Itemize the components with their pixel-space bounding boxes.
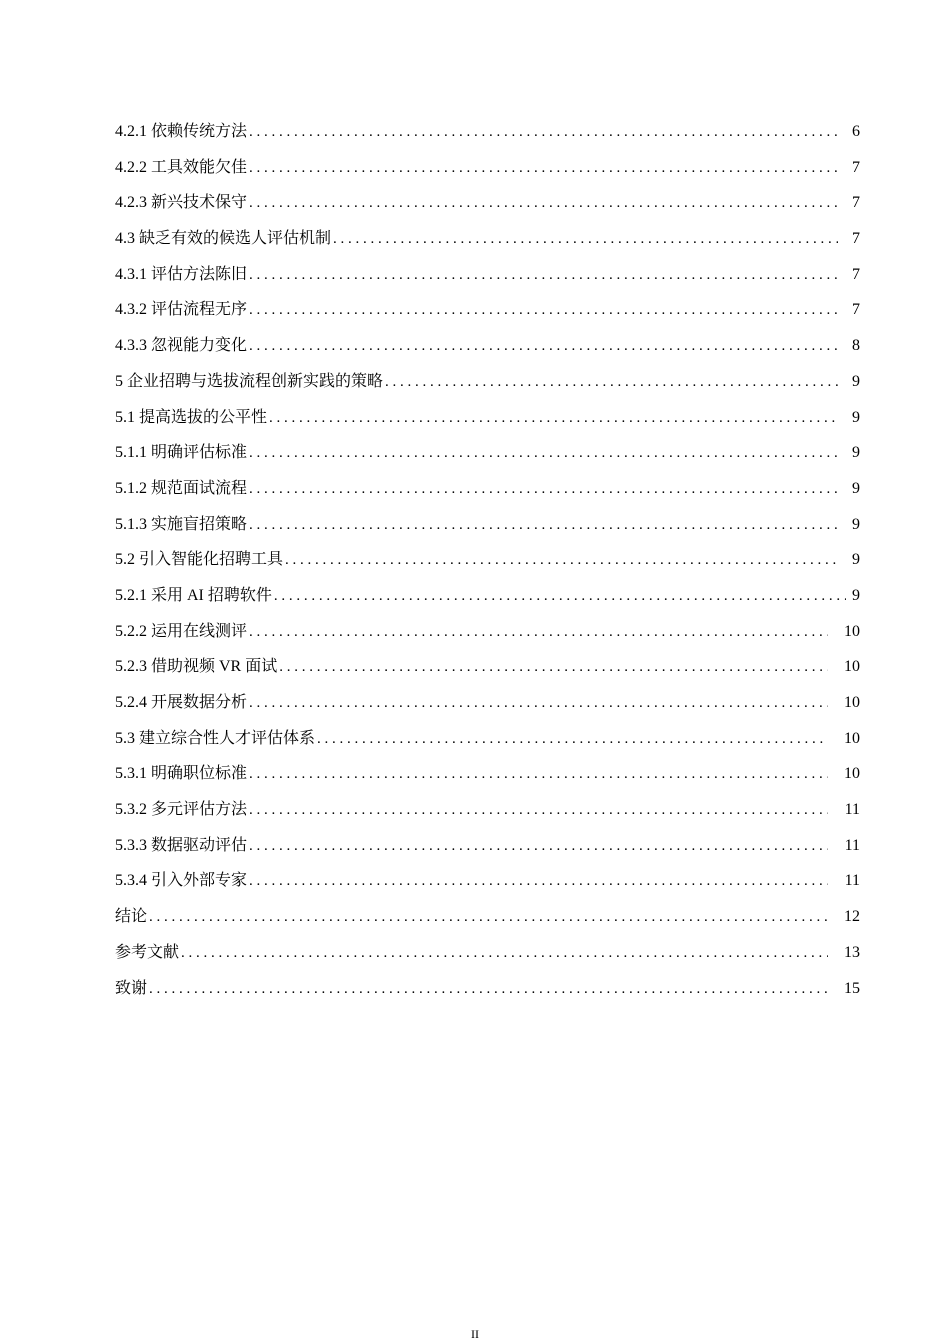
table-of-contents	[115, 119, 860, 1011]
toc-leader-dots	[317, 726, 828, 752]
toc-entry-page: 12	[844, 908, 860, 926]
toc-entry-title: 4.3.2 评估流程无序	[115, 301, 248, 319]
toc-entry[interactable]	[115, 583, 860, 619]
toc-entry-page: 15	[844, 979, 860, 997]
toc-entry-page: 10	[844, 765, 860, 783]
toc-leader-dots	[249, 868, 828, 894]
toc-entry-page: 9	[852, 515, 860, 533]
toc-leader-dots	[181, 940, 828, 966]
toc-leader-dots	[249, 262, 838, 288]
toc-leader-dots	[249, 297, 838, 323]
toc-entry[interactable]	[115, 369, 860, 405]
toc-entry-title: 致谢	[115, 979, 148, 997]
toc-entry-page: 9	[852, 444, 860, 462]
toc-leader-dots	[249, 190, 838, 216]
toc-entry-title: 5.2.3 借助视频 VR 面试	[115, 658, 278, 676]
toc-entry-title: 4.2.3 新兴技术保守	[115, 194, 248, 212]
toc-entry-page: 7	[852, 158, 860, 176]
toc-entry-title: 5.1.2 规范面试流程	[115, 479, 248, 497]
toc-entry-title: 5.1.1 明确评估标准	[115, 444, 248, 462]
toc-entry[interactable]	[115, 119, 860, 155]
toc-leader-dots	[285, 547, 838, 573]
toc-leader-dots	[279, 654, 828, 680]
toc-entry-title: 5.2.2 运用在线测评	[115, 622, 248, 640]
toc-leader-dots	[385, 369, 838, 395]
toc-entry[interactable]	[115, 797, 860, 833]
toc-entry[interactable]	[115, 619, 860, 655]
toc-entry-page: 8	[852, 337, 860, 355]
toc-entry-page: 11	[844, 836, 860, 854]
page-number: II	[471, 1327, 479, 1341]
toc-leader-dots	[249, 440, 838, 466]
toc-entry-page: 7	[852, 194, 860, 212]
toc-entry[interactable]	[115, 976, 860, 1012]
toc-entry-title: 4.3.1 评估方法陈旧	[115, 265, 248, 283]
toc-entry-page: 10	[844, 694, 860, 711]
toc-entry-page: 7	[852, 301, 860, 319]
toc-entry-page: 9	[852, 586, 860, 604]
toc-entry-page: 6	[852, 123, 860, 140]
toc-leader-dots	[149, 976, 828, 1002]
toc-leader-dots	[249, 833, 828, 859]
toc-entry[interactable]	[115, 190, 860, 226]
toc-entry[interactable]	[115, 440, 860, 476]
toc-entry-title: 4.3 缺乏有效的候选人评估机制	[115, 230, 332, 248]
toc-leader-dots	[249, 797, 828, 823]
toc-leader-dots	[269, 405, 838, 431]
toc-entry-title: 5.3 建立综合性人才评估体系	[115, 729, 316, 747]
toc-entry-page: 9	[852, 408, 860, 426]
toc-entry-title: 参考文献	[115, 943, 180, 961]
toc-entry[interactable]	[115, 654, 860, 690]
toc-entry-title: 4.2.2 工具效能欠佳	[115, 158, 248, 176]
toc-entry-page: 9	[852, 551, 860, 569]
toc-entry[interactable]	[115, 726, 860, 762]
toc-entry-page: 11	[844, 801, 860, 819]
toc-entry[interactable]	[115, 547, 860, 583]
toc-entry-title: 5.1 提高选拔的公平性	[115, 408, 268, 426]
toc-entry-page: 7	[852, 265, 860, 283]
toc-entry-title: 5.3.2 多元评估方法	[115, 801, 248, 819]
toc-entry-page: 7	[852, 230, 860, 248]
toc-leader-dots	[249, 512, 838, 538]
toc-leader-dots	[249, 690, 828, 716]
toc-entry[interactable]	[115, 333, 860, 369]
toc-entry-title: 4.2.1 依赖传统方法	[115, 123, 248, 140]
toc-leader-dots	[274, 583, 846, 609]
toc-entry-title: 5 企业招聘与选拔流程创新实践的策略	[115, 372, 384, 390]
toc-entry-page: 11	[844, 872, 860, 890]
toc-entry-page: 13	[844, 943, 860, 961]
toc-entry[interactable]	[115, 868, 860, 904]
toc-entry-title: 5.3.4 引入外部专家	[115, 872, 248, 890]
toc-entry[interactable]	[115, 512, 860, 548]
toc-entry-page: 10	[844, 622, 860, 640]
toc-entry[interactable]	[115, 904, 860, 940]
toc-entry-title: 5.2.4 开展数据分析	[115, 694, 248, 711]
toc-leader-dots	[149, 904, 828, 930]
toc-entry-title: 5.3.1 明确职位标准	[115, 765, 248, 783]
toc-leader-dots	[249, 333, 838, 359]
toc-entry[interactable]	[115, 297, 860, 333]
toc-entry[interactable]	[115, 690, 860, 726]
toc-entry-page: 10	[844, 658, 860, 676]
toc-entry-page: 9	[852, 372, 860, 390]
toc-entry-title: 5.2 引入智能化招聘工具	[115, 551, 284, 569]
toc-leader-dots	[249, 476, 838, 502]
toc-leader-dots	[249, 619, 828, 645]
toc-leader-dots	[249, 155, 838, 181]
toc-entry-title: 5.3.3 数据驱动评估	[115, 836, 248, 854]
toc-entry-title: 5.1.3 实施盲招策略	[115, 515, 248, 533]
toc-entry-page: 9	[852, 479, 860, 497]
toc-entry-title: 5.2.1 采用 AI 招聘软件	[115, 586, 272, 604]
toc-entry-title: 结论	[115, 908, 148, 926]
toc-entry[interactable]	[115, 155, 860, 191]
toc-entry[interactable]	[115, 262, 860, 298]
toc-leader-dots	[333, 226, 838, 252]
toc-entry[interactable]	[115, 405, 860, 441]
toc-entry[interactable]	[115, 476, 860, 512]
toc-entry-title: 4.3.3 忽视能力变化	[115, 337, 248, 355]
toc-entry[interactable]	[115, 833, 860, 869]
toc-leader-dots	[249, 761, 828, 787]
toc-entry[interactable]	[115, 226, 860, 262]
toc-entry-page: 10	[844, 729, 860, 747]
toc-entry[interactable]	[115, 940, 860, 976]
toc-entry[interactable]	[115, 761, 860, 797]
toc-leader-dots	[249, 119, 838, 145]
